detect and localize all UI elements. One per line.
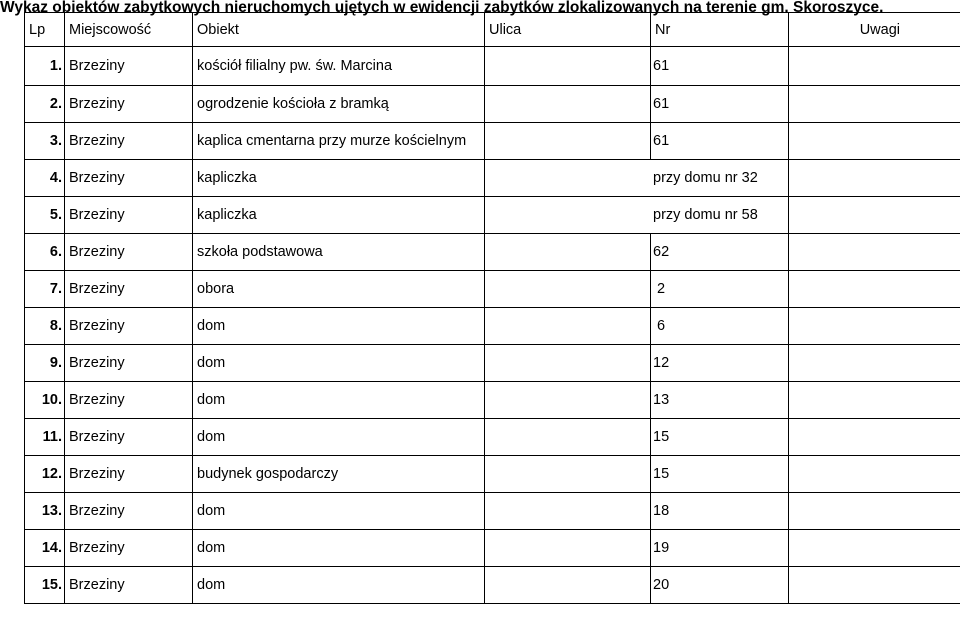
header-nr: Nr	[651, 13, 789, 47]
cell-lp: 8.	[25, 308, 65, 345]
cell-miejscowosc: Brzeziny	[65, 86, 193, 123]
cell-nr: 62	[651, 234, 789, 271]
cell-uwagi	[789, 419, 960, 456]
cell-miejscowosc: Brzeziny	[65, 197, 193, 234]
cell-nr: 15	[651, 456, 789, 493]
cell-miejscowosc: Brzeziny	[65, 567, 193, 604]
cell-ulica	[485, 271, 651, 308]
cell-miejscowosc: Brzeziny	[65, 234, 193, 271]
table-row	[25, 456, 960, 493]
table-row	[25, 493, 960, 530]
cell-lp: 10.	[25, 382, 65, 419]
cell-miejscowosc: Brzeziny	[65, 345, 193, 382]
cell-nr: 15	[651, 419, 789, 456]
table-row	[25, 308, 960, 345]
cell-obiekt: obora	[193, 271, 485, 308]
cell-obiekt: dom	[193, 382, 485, 419]
cell-uwagi	[789, 308, 960, 345]
cell-nr: 12	[651, 345, 789, 382]
cell-miejscowosc: Brzeziny	[65, 530, 193, 567]
cell-uwagi	[789, 123, 960, 160]
cell-lp: 1.	[25, 47, 65, 86]
cell-ulica	[485, 123, 651, 160]
cell-lp: 12.	[25, 456, 65, 493]
cell-ulica	[485, 308, 651, 345]
cell-lp: 14.	[25, 530, 65, 567]
cell-ulica	[485, 234, 651, 271]
cell-ulica	[485, 419, 651, 456]
cell-nr: przy domu nr 58	[485, 197, 789, 234]
cell-obiekt: dom	[193, 567, 485, 604]
table-row	[25, 382, 960, 419]
cell-ulica	[485, 567, 651, 604]
cell-nr: 61	[651, 123, 789, 160]
table-header-row	[25, 13, 960, 47]
cell-obiekt: dom	[193, 308, 485, 345]
cell-nr: 2	[651, 271, 789, 308]
cell-nr: 19	[651, 530, 789, 567]
cell-miejscowosc: Brzeziny	[65, 308, 193, 345]
cell-nr: 6	[651, 308, 789, 345]
cell-obiekt: dom	[193, 345, 485, 382]
table-row	[25, 47, 960, 86]
header-miejscowosc: Miejscowość	[65, 13, 193, 47]
cell-miejscowosc: Brzeziny	[65, 382, 193, 419]
cell-obiekt: dom	[193, 530, 485, 567]
cell-ulica	[485, 456, 651, 493]
header-uwagi: Uwagi	[789, 13, 960, 47]
table-row	[25, 234, 960, 271]
table-row	[25, 197, 960, 234]
cell-uwagi	[789, 271, 960, 308]
table-row	[25, 160, 960, 197]
cell-nr: 13	[651, 382, 789, 419]
cell-uwagi	[789, 234, 960, 271]
table-row	[25, 345, 960, 382]
cell-obiekt: dom	[193, 419, 485, 456]
cell-obiekt: ogrodzenie kościoła z bramką	[193, 86, 485, 123]
cell-uwagi	[789, 197, 960, 234]
cell-uwagi	[789, 160, 960, 197]
cell-miejscowosc: Brzeziny	[65, 160, 193, 197]
cell-uwagi	[789, 382, 960, 419]
header-obiekt: Obiekt	[193, 13, 485, 47]
header-lp: Lp	[25, 13, 65, 47]
cell-uwagi	[789, 47, 960, 86]
cell-ulica	[485, 530, 651, 567]
cell-lp: 7.	[25, 271, 65, 308]
cell-uwagi	[789, 493, 960, 530]
cell-obiekt: szkoła podstawowa	[193, 234, 485, 271]
table-row	[25, 86, 960, 123]
cell-ulica	[485, 345, 651, 382]
cell-lp: 5.	[25, 197, 65, 234]
cell-miejscowosc: Brzeziny	[65, 271, 193, 308]
cell-nr: 20	[651, 567, 789, 604]
cell-nr: 18	[651, 493, 789, 530]
cell-lp: 11.	[25, 419, 65, 456]
cell-ulica	[485, 86, 651, 123]
cell-lp: 13.	[25, 493, 65, 530]
cell-lp: 9.	[25, 345, 65, 382]
cell-uwagi	[789, 567, 960, 604]
table-row	[25, 567, 960, 604]
cell-lp: 3.	[25, 123, 65, 160]
document-title: Wykaz obiektów zabytkowych nieruchomych ujętych w ewidencji zabytków zlokalizowanych na terenie gm. Skoroszyce.	[0, 0, 884, 16]
cell-miejscowosc: Brzeziny	[65, 47, 193, 86]
cell-miejscowosc: Brzeziny	[65, 419, 193, 456]
header-ulica: Ulica	[485, 13, 651, 47]
cell-miejscowosc: Brzeziny	[65, 493, 193, 530]
cell-obiekt: kapliczka	[193, 160, 485, 197]
cell-ulica	[485, 382, 651, 419]
cell-ulica	[485, 493, 651, 530]
monuments-table	[24, 12, 960, 604]
cell-nr: przy domu nr 32	[485, 160, 789, 197]
table-row	[25, 530, 960, 567]
cell-uwagi	[789, 456, 960, 493]
cell-miejscowosc: Brzeziny	[65, 123, 193, 160]
cell-uwagi	[789, 86, 960, 123]
cell-obiekt: kaplica cmentarna przy murze kościelnym	[193, 123, 485, 160]
cell-obiekt: kapliczka	[193, 197, 485, 234]
cell-obiekt: kościół filialny pw. św. Marcina	[193, 47, 485, 86]
cell-miejscowosc: Brzeziny	[65, 456, 193, 493]
cell-obiekt: budynek gospodarczy	[193, 456, 485, 493]
table-row	[25, 271, 960, 308]
cell-lp: 15.	[25, 567, 65, 604]
table-row	[25, 419, 960, 456]
cell-nr: 61	[651, 86, 789, 123]
table-row	[25, 123, 960, 160]
cell-uwagi	[789, 530, 960, 567]
cell-lp: 2.	[25, 86, 65, 123]
cell-ulica	[485, 47, 651, 86]
cell-uwagi	[789, 345, 960, 382]
cell-lp: 4.	[25, 160, 65, 197]
cell-obiekt: dom	[193, 493, 485, 530]
cell-lp: 6.	[25, 234, 65, 271]
cell-nr: 61	[651, 47, 789, 86]
